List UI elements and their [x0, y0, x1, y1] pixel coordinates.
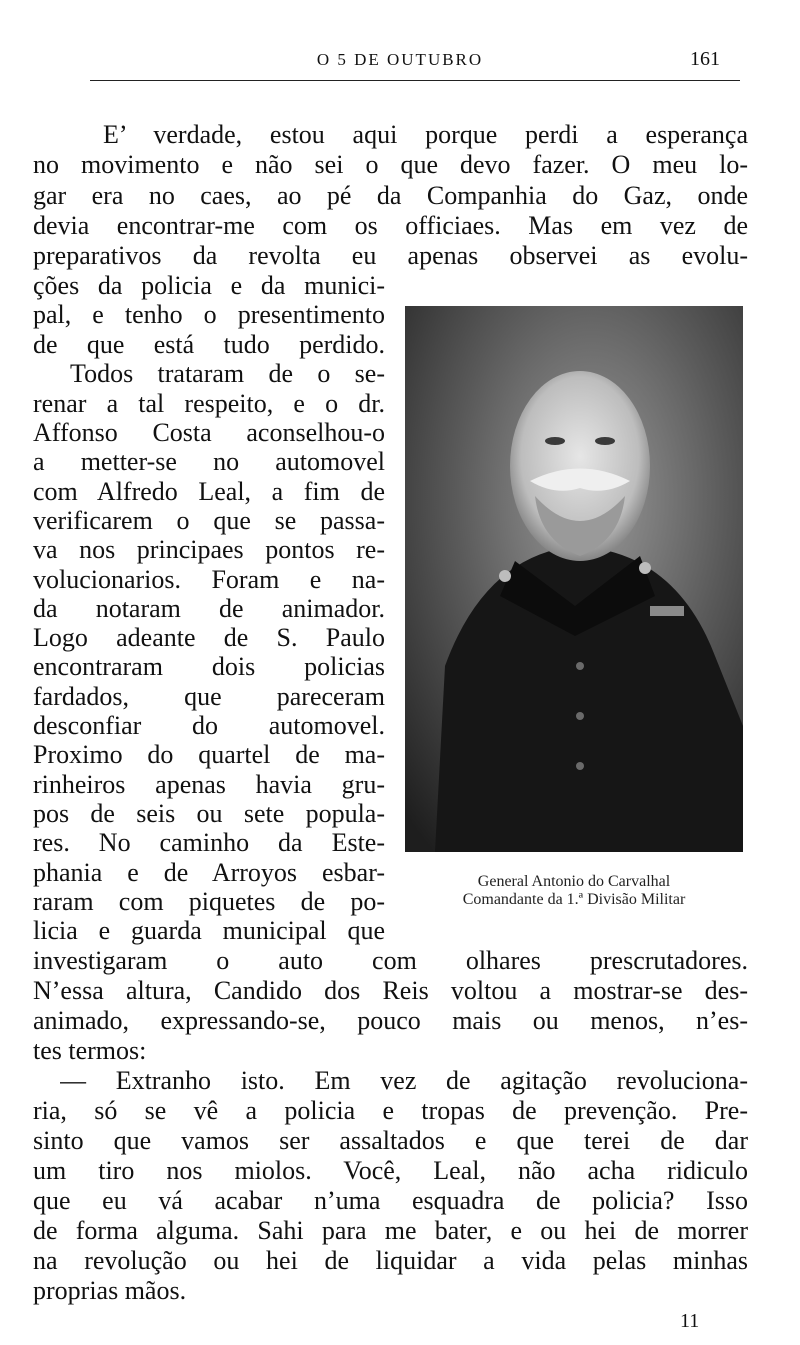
text-line: ções da policia e da munici- [33, 271, 385, 300]
text-line: preparativos da revolta eu apenas observei as evolu- [33, 241, 748, 270]
text-line: de forma alguma. Sahi para me bater, e ou hei de morrer [33, 1216, 748, 1245]
text-line: va nos principaes pontos re- [33, 535, 385, 564]
text-line: res. No caminho da Este- [33, 828, 385, 857]
text-line: com Alfredo Leal, a fim de [33, 477, 385, 506]
text-line: raram com piquetes de po- [33, 887, 385, 916]
text-line: sinto que vamos ser assaltados e que terei de dar [33, 1126, 748, 1155]
figure-caption-name: General Antonio do Carvalhal [477, 873, 671, 890]
text-line: tes termos: [33, 1036, 147, 1065]
text-line: proprias mãos. [33, 1276, 187, 1305]
text-line: N’essa altura, Candido dos Reis voltou a mostrar-se des- [33, 976, 748, 1005]
text-line: devia encontrar-me com os officiaes. Mas em vez de [33, 211, 748, 240]
running-head-title: O 5 DE OUTUBRO [316, 50, 484, 69]
text-line: Todos trataram de o se- [70, 359, 385, 388]
text-line: encontraram dois policias [33, 652, 385, 681]
text-line: fardados, que pareceram [33, 682, 385, 711]
text-line: — Extranho isto. Em vez de agitação revoluciona- [60, 1066, 748, 1095]
text-line: verificarem o que se passa- [33, 506, 385, 535]
text-line: na revolução ou hei de liquidar a vida pelas minhas [33, 1246, 748, 1275]
text-line: gar era no caes, ao pé da Companhia do Gaz, onde [33, 181, 748, 210]
text-line: licia e guarda municipal que [33, 916, 385, 945]
text-line: de que está tudo perdido. [33, 330, 385, 359]
text-line: ria, só se vê a policia e tropas de prevenção. Pre- [33, 1096, 748, 1125]
text-line: rinheiros apenas havia gru- [33, 770, 385, 799]
text-line: Affonso Costa aconselhou-o [33, 418, 385, 447]
text-line: phania e de Arroyos esbar- [33, 858, 385, 887]
text-line: pal, e tenho o presentimento [33, 300, 385, 329]
text-line: renar a tal respeito, e o dr. [33, 389, 385, 418]
text-line: desconfiar do automovel. [33, 711, 385, 740]
text-line: Proximo do quartel de ma- [33, 740, 385, 769]
signature-mark: 11 [680, 1310, 700, 1332]
text-line: no movimento e não sei o que devo fazer. O meu lo- [33, 150, 748, 179]
text-line: investigaram o auto com olhares prescrutadores. [33, 946, 748, 975]
text-line: a metter-se no automovel [33, 447, 385, 476]
text-line: um tiro nos miolos. Você, Leal, não acha ridiculo [33, 1156, 748, 1185]
page-number: 161 [690, 48, 720, 70]
text-line: animado, expressando-se, pouco mais ou menos, n’es- [33, 1006, 748, 1035]
text-line: Logo adeante de S. Paulo [33, 623, 385, 652]
text-line: que eu vá acabar n’uma esquadra de policia? Isso [33, 1186, 748, 1215]
text-line: E’ verdade, estou aqui porque perdi a esperança [103, 120, 748, 149]
figure-caption-title: Comandante da 1.ª Divisão Militar [462, 891, 686, 908]
text-line: da notaram de animador. [33, 594, 385, 623]
text-line: volucionarios. Foram e na- [33, 565, 385, 594]
text-line: pos de seis ou sete popula- [33, 799, 385, 828]
portrait-photo [405, 306, 743, 852]
